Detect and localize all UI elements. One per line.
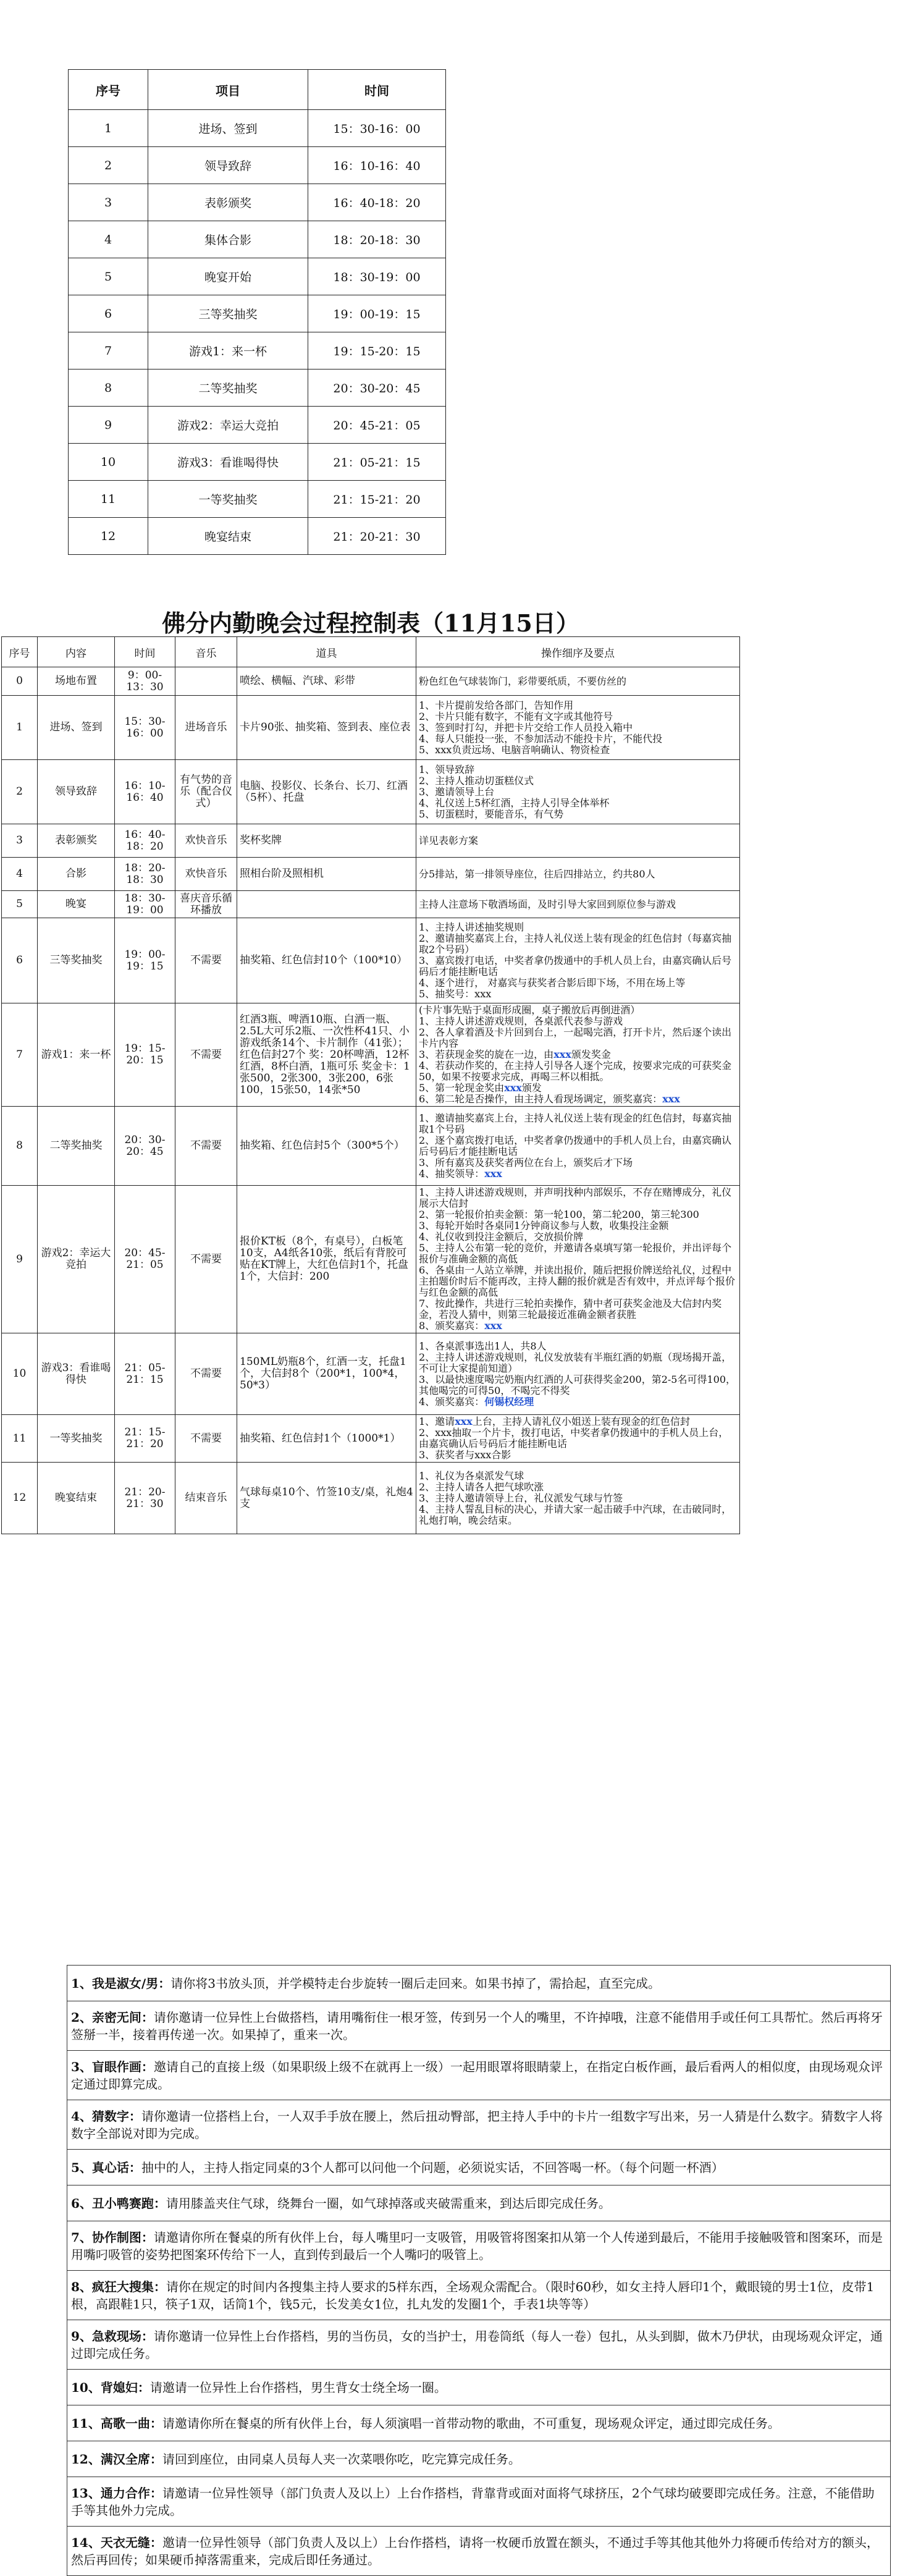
control-cell-ops: 1、各桌派事选出1人，共8人 2、主持人讲述游戏规则，礼仪发放装有半瓶红酒的奶瓶（现场揭开盖，不可让大家提前知道） 3、以最快速度喝完奶瓶内红酒的人可获得奖金200，第2-5名可得100，其他喝完的可得50，不喝完不得奖 4、颁奖嘉宾：何锡权经理 bbox=[416, 1333, 740, 1415]
schedule-cell: 游戏3：看谁喝得快 bbox=[148, 444, 308, 481]
control-cell-no: 0 bbox=[2, 667, 38, 696]
control-cell-time: 18：20-18：30 bbox=[115, 858, 175, 891]
control-cell-ops: 1、主持人讲述游戏规则，并声明找种内部娱乐，不存在赌博成分，礼仪展示大信封 2、第一轮报价拍卖金额：第一轮100，第二轮200，第三轮300 3、每轮开始时各桌同1分钟商议参与人数，收集投注金额 4、礼仪收到投注金额后，交放损价牌 5、主持人公布第一轮的竞价，并邀请各桌填写第一轮报价，并出评每个报价与准确金额的高低 6、各桌由一人站立举牌，并读出报价，随后把报价牌送给礼仪，过程中主拍题价时后不能再改，主持人翻的报价就是否有效中，并点评每个报价与红色金额的高低 7、按此操作，共进行三轮拍卖操作，猜中者可获奖金池及大信封内奖金，若没人猜中，则第三轮最接近准确金额者获胜 8、颁奖嘉宾：xxx bbox=[416, 1186, 740, 1333]
game-row bbox=[67, 2441, 891, 2477]
game-title: 1、我是淑女/男： bbox=[71, 1975, 171, 1991]
control-cell-music: 不需要 bbox=[175, 1333, 237, 1415]
control-table bbox=[1, 636, 740, 1534]
schedule-row bbox=[69, 370, 446, 407]
schedule-cell: 一等奖抽奖 bbox=[148, 481, 308, 518]
game-cell bbox=[67, 2271, 891, 2320]
game-text: 邀请一位异性领导（部门负责人及以上）上台作搭档，请将一枚硬币放置在额头，不通过手等其他其他外力将硬币传给对方的额头，然后再回传；如果硬币掉落需重来，完成后即任务通过。 bbox=[71, 2535, 879, 2567]
schedule-row bbox=[69, 184, 446, 221]
control-cell-props: 报价KT板（8个，有桌号），白板笔10支，A4纸各10张，纸后有背胶可贴在KT牌上，大红色信封1个，托盘1个，大信封：200 bbox=[237, 1186, 416, 1333]
schedule-row bbox=[69, 332, 446, 370]
control-cell-ops: 1、主持人讲述抽奖规则 2、邀请抽奖嘉宾上台，主持人礼仪送上装有现金的红色信封（每嘉宾抽取2个号码） 3、嘉宾拨打电话，中奖者拿仍拨通中的手机人员上台，由嘉宾确认后号码后才能挂断电话 4、逐个进行， 对嘉宾与获奖者合影后即下场，不用在场上等 5、抽奖号：xxx bbox=[416, 918, 740, 1003]
game-title: 2、亲密无间： bbox=[71, 2009, 154, 2025]
game-cell bbox=[67, 2051, 891, 2100]
control-cell-content: 三等奖抽奖 bbox=[38, 918, 115, 1003]
control-cell-time: 18：30-19：00 bbox=[115, 891, 175, 918]
control-cell-music: 喜庆音乐循环播放 bbox=[175, 891, 237, 918]
schedule-header-row bbox=[69, 70, 446, 110]
control-cell-ops: 详见表彰方案 bbox=[416, 824, 740, 858]
game-text: 请你将3书放头顶，并学模特走台步旋转一圈后走回来。如果书掉了，需拾起，直至完成。 bbox=[170, 1975, 660, 1991]
schedule-cell: 7 bbox=[69, 332, 148, 370]
schedule-header: 序号 bbox=[69, 70, 148, 110]
control-cell-no: 7 bbox=[2, 1003, 38, 1107]
schedule-body bbox=[69, 110, 446, 555]
schedule-cell: 20：45-21：05 bbox=[308, 407, 446, 444]
control-cell-ops: 主持人注意场下敬酒场面，及时引导大家回到原位参与游戏 bbox=[416, 891, 740, 918]
game-cell bbox=[67, 2477, 891, 2527]
schedule-row bbox=[69, 110, 446, 147]
control-cell-time: 21：05-21：15 bbox=[115, 1333, 175, 1415]
schedule-header: 时间 bbox=[308, 70, 446, 110]
schedule-cell: 15：30-16：00 bbox=[308, 110, 446, 147]
schedule-cell: 21：20-21：30 bbox=[308, 518, 446, 555]
game-text: 请邀请你所在餐桌的所有伙伴上台，每人须演唱一首带动物的歌曲，不可重复，现场观众评定，通过即完成任务。 bbox=[162, 2415, 780, 2431]
control-cell-no: 9 bbox=[2, 1186, 38, 1333]
control-cell-content: 场地布置 bbox=[38, 667, 115, 696]
schedule-cell: 游戏1：来一杯 bbox=[148, 332, 308, 370]
schedule-row bbox=[69, 221, 446, 258]
control-cell-time: 21：15-21：20 bbox=[115, 1415, 175, 1463]
control-cell-time: 20：30-20：45 bbox=[115, 1107, 175, 1186]
control-row bbox=[2, 1463, 740, 1534]
control-cell-content: 游戏3：看谁喝得快 bbox=[38, 1333, 115, 1415]
schedule-cell: 表彰颁奖 bbox=[148, 184, 308, 221]
schedule-cell: 18：30-19：00 bbox=[308, 258, 446, 295]
control-body bbox=[2, 667, 740, 1534]
schedule-cell: 晚宴开始 bbox=[148, 258, 308, 295]
control-row bbox=[2, 891, 740, 918]
game-title: 11、高歌一曲： bbox=[71, 2415, 162, 2431]
control-cell-props: 奖杯奖牌 bbox=[237, 824, 416, 858]
control-header: 时间 bbox=[115, 637, 175, 667]
schedule-cell: 12 bbox=[69, 518, 148, 555]
control-cell-props: 红酒3瓶、啤酒10瓶、白酒一瓶、2.5L大可乐2瓶、一次性杯41只、小游戏纸条14个、卡片制作（41张）；红色信封27个 奖：20杯啤酒，12杯红酒，8杯白酒，1瓶可乐 奖金卡：1张500，2张300，3张200，6张100，15张50，14张*50 bbox=[237, 1003, 416, 1107]
control-cell-content: 游戏1：来一杯 bbox=[38, 1003, 115, 1107]
control-cell-music: 不需要 bbox=[175, 918, 237, 1003]
game-cell bbox=[67, 2320, 891, 2370]
control-cell-props: 卡片90张、抽奖箱、签到表、座位表 bbox=[237, 696, 416, 760]
game-cell bbox=[67, 2100, 891, 2150]
game-title: 12、满汉全席： bbox=[71, 2451, 162, 2467]
game-row bbox=[67, 2051, 891, 2100]
control-cell-time: 16：10-16：40 bbox=[115, 760, 175, 824]
control-header: 音乐 bbox=[175, 637, 237, 667]
games-body bbox=[67, 1966, 891, 2576]
control-cell-content: 表彰颁奖 bbox=[38, 824, 115, 858]
schedule-cell: 9 bbox=[69, 407, 148, 444]
schedule-cell: 18：20-18：30 bbox=[308, 221, 446, 258]
game-text: 请你邀请一位异性上台作搭档，男的当伤员，女的当护士，用卷筒纸（每人一卷）包扎，从头到脚，做木乃伊状，由现场观众评定，通过即完成任务。 bbox=[71, 2328, 883, 2361]
control-row bbox=[2, 1003, 740, 1107]
control-cell-props bbox=[237, 891, 416, 918]
schedule-cell: 11 bbox=[69, 481, 148, 518]
control-cell-ops: 1、礼仪为各桌派发气球 2、主持人请各人把气球吹涨 3、主持人邀请领导上台，礼仪派发气球与竹签 4、主持人誓乱目标的决心，并请大家一起击破手中汽球，在击破同时，礼炮打响，晚会结束。 bbox=[416, 1463, 740, 1534]
control-row bbox=[2, 858, 740, 891]
control-cell-music: 不需要 bbox=[175, 1415, 237, 1463]
schedule-cell: 进场、签到 bbox=[148, 110, 308, 147]
schedule-row bbox=[69, 407, 446, 444]
control-cell-no: 12 bbox=[2, 1463, 38, 1534]
control-cell-ops: 分5排站，第一排领导座位，往后四排站立，约共80人 bbox=[416, 858, 740, 891]
schedule-cell: 2 bbox=[69, 147, 148, 184]
schedule-cell: 20：30-20：45 bbox=[308, 370, 446, 407]
control-cell-props: 照相台阶及照相机 bbox=[237, 858, 416, 891]
control-cell-music bbox=[175, 667, 237, 696]
schedule-cell: 领导致辞 bbox=[148, 147, 308, 184]
game-cell bbox=[67, 2150, 891, 2185]
game-title: 13、通力合作： bbox=[71, 2485, 162, 2501]
game-row bbox=[67, 2001, 891, 2051]
control-cell-props: 抽奖箱、红色信封1个（1000*1） bbox=[237, 1415, 416, 1463]
control-cell-ops: 1、领导致辞 2、主持人推动切蛋糕仪式 3、邀请领导上台 4、礼仪送上5杯红酒，主持人引导全体举杯 5、切蛋糕时，要能音乐，有气势 bbox=[416, 760, 740, 824]
control-cell-props: 喷绘、横幅、汽球、彩带 bbox=[237, 667, 416, 696]
control-cell-music: 不需要 bbox=[175, 1003, 237, 1107]
control-cell-no: 3 bbox=[2, 824, 38, 858]
control-cell-music: 欢快音乐 bbox=[175, 858, 237, 891]
schedule-cell: 16：40-18：20 bbox=[308, 184, 446, 221]
control-row bbox=[2, 1186, 740, 1333]
control-row bbox=[2, 667, 740, 696]
control-cell-time: 19：15-20：15 bbox=[115, 1003, 175, 1107]
schedule-cell: 三等奖抽奖 bbox=[148, 295, 308, 332]
control-cell-props: 抽奖箱、红色信封10个（100*10） bbox=[237, 918, 416, 1003]
game-title: 6、丑小鸭赛跑： bbox=[71, 2195, 166, 2211]
game-row bbox=[67, 2320, 891, 2370]
control-cell-props: 抽奖箱、红色信封5个（300*5个） bbox=[237, 1107, 416, 1186]
game-cell bbox=[67, 2001, 891, 2051]
schedule-cell: 21：15-21：20 bbox=[308, 481, 446, 518]
control-row bbox=[2, 918, 740, 1003]
game-title: 4、猜数字： bbox=[71, 2108, 141, 2124]
control-cell-ops: 1、邀请xxx上台，主持人请礼仪小姐送上装有现金的红色信封 2、xxx抽取一个片卡，拨打电话，中奖者拿仍拨通中的手机人员上台，由嘉宾确认后号码后才能挂断电话 3、获奖者与xxx合影 bbox=[416, 1415, 740, 1463]
schedule-cell: 二等奖抽奖 bbox=[148, 370, 308, 407]
control-cell-content: 一等奖抽奖 bbox=[38, 1415, 115, 1463]
game-title: 3、盲眼作画： bbox=[71, 2059, 154, 2074]
schedule-row bbox=[69, 258, 446, 295]
game-cell bbox=[67, 2441, 891, 2477]
control-cell-content: 晚宴结束 bbox=[38, 1463, 115, 1534]
game-row bbox=[67, 2271, 891, 2320]
schedule-cell: 游戏2：幸运大竞拍 bbox=[148, 407, 308, 444]
game-row bbox=[67, 2527, 891, 2576]
schedule-cell: 8 bbox=[69, 370, 148, 407]
game-title: 9、急救现场： bbox=[71, 2328, 154, 2344]
schedule-row bbox=[69, 481, 446, 518]
schedule-row bbox=[69, 518, 446, 555]
schedule-cell: 3 bbox=[69, 184, 148, 221]
control-cell-props: 150ML奶瓶8个，红酒一支，托盘1个，大信封8个（200*1，100*4，50*3） bbox=[237, 1333, 416, 1415]
game-text: 抽中的人，主持人指定同桌的3个人都可以问他一个问题，必须说实话，不回答喝一杯。（每个问题一杯酒） bbox=[141, 2160, 724, 2175]
control-row bbox=[2, 696, 740, 760]
control-cell-time: 15：30-16：00 bbox=[115, 696, 175, 760]
game-cell bbox=[67, 2221, 891, 2271]
control-cell-no: 8 bbox=[2, 1107, 38, 1186]
game-row bbox=[67, 2221, 891, 2271]
game-text: 请邀请一位异性上台作搭档，男生背女士绕全场一圈。 bbox=[149, 2380, 447, 2395]
control-cell-no: 1 bbox=[2, 696, 38, 760]
game-cell bbox=[67, 1966, 891, 2001]
schedule-row bbox=[69, 147, 446, 184]
game-text: 请邀请一位异性领导（部门负责人及以上）上台作搭档，背靠背或面对面将气球挤压，2个气球均破要即完成任务。注意，不能借助手等其他外力完成。 bbox=[71, 2485, 875, 2518]
control-cell-ops: 粉色红色气球装饰门，彩带要纸质，不要仿丝的 bbox=[416, 667, 740, 696]
game-cell bbox=[67, 2527, 891, 2576]
game-row bbox=[67, 2370, 891, 2405]
control-cell-content: 领导致辞 bbox=[38, 760, 115, 824]
control-cell-content: 进场、签到 bbox=[38, 696, 115, 760]
schedule-cell: 4 bbox=[69, 221, 148, 258]
game-text: 邀请自己的直接上级（如果职级上级不在就再上一级）一起用眼罩将眼睛蒙上，在指定白板作画，最后看两人的相似度，由现场观众评定通过即算完成。 bbox=[71, 2059, 883, 2092]
game-row bbox=[67, 2150, 891, 2185]
game-title: 5、真心话： bbox=[71, 2160, 141, 2175]
control-row bbox=[2, 760, 740, 824]
control-header: 序号 bbox=[2, 637, 38, 667]
control-cell-ops: (卡片事先贴于桌面形成圈，桌子搬放后再倒进酒） 1、主持人讲述游戏规则，各桌派代表参与游戏 2、各人拿着酒及卡片回到台上，一起喝完酒，打开卡片，然后逐个读出卡片内容 3、若获现金奖的旋在一边，由xxx颁发奖金 4、若获动作奖的，在主持人引导各人逐个完成，按要求完成的可获奖金50，如果不按要求完成，再喝三杯以相抵。 5、第一轮现金奖由xxx颁发 6、第二轮是否操作，由主持人看现场调定，颁奖嘉宾：xxx bbox=[416, 1003, 740, 1107]
schedule-header: 项目 bbox=[148, 70, 308, 110]
schedule-cell: 21：05-21：15 bbox=[308, 444, 446, 481]
game-title: 7、协作制图： bbox=[71, 2229, 154, 2245]
control-row bbox=[2, 1107, 740, 1186]
control-cell-time: 16：40-18：20 bbox=[115, 824, 175, 858]
control-cell-no: 10 bbox=[2, 1333, 38, 1415]
schedule-cell: 集体合影 bbox=[148, 221, 308, 258]
control-cell-content: 合影 bbox=[38, 858, 115, 891]
control-cell-content: 游戏2：幸运大竞拍 bbox=[38, 1186, 115, 1333]
control-cell-music: 结束音乐 bbox=[175, 1463, 237, 1534]
control-header: 内容 bbox=[38, 637, 115, 667]
game-cell bbox=[67, 2405, 891, 2441]
schedule-cell: 6 bbox=[69, 295, 148, 332]
game-row bbox=[67, 2185, 891, 2221]
game-title: 14、天衣无缝： bbox=[71, 2535, 162, 2550]
schedule-table bbox=[68, 69, 446, 555]
schedule-cell: 晚宴结束 bbox=[148, 518, 308, 555]
game-cell bbox=[67, 2185, 891, 2221]
control-row bbox=[2, 824, 740, 858]
control-cell-no: 11 bbox=[2, 1415, 38, 1463]
control-cell-no: 6 bbox=[2, 918, 38, 1003]
control-cell-no: 5 bbox=[2, 891, 38, 918]
schedule-cell: 16：10-16：40 bbox=[308, 147, 446, 184]
game-row bbox=[67, 2100, 891, 2150]
game-title: 8、疯狂大搜集： bbox=[71, 2279, 166, 2294]
control-cell-content: 晚宴 bbox=[38, 891, 115, 918]
control-cell-props: 气球每桌10个、竹签10支/桌，礼炮4支 bbox=[237, 1463, 416, 1534]
game-text: 请回到座位，由同桌人员每人夹一次菜喂你吃，吃完算完成任务。 bbox=[162, 2451, 521, 2467]
game-text: 请你邀请一位异性上台做搭档，请用嘴衔住一根牙签，传到另一个人的嘴里，不许掉哦，注意不能借用手或任何工具帮忙。然后再将牙签掰一半，接着再传递一次。如果掉了，重来一次。 bbox=[71, 2009, 883, 2042]
game-title: 10、背媳妇： bbox=[71, 2380, 150, 2395]
control-cell-ops: 1、卡片提前发给各部门，告知作用 2、卡片只能有数字，不能有文字或其他符号 3、签到时打勾，并把卡片交给工作人员投入箱中 4、每人只能投一张，不参加活动不能投卡片，不能代投 5、xxx负责远场、电脑音响确认、物资检查 bbox=[416, 696, 740, 760]
control-cell-time: 9：00-13：30 bbox=[115, 667, 175, 696]
game-text: 请用膝盖夹住气球，绕舞台一圈，如气球掉落或夹破需重来，到达后即完成任务。 bbox=[166, 2195, 611, 2211]
control-cell-time: 19：00-19：15 bbox=[115, 918, 175, 1003]
control-row bbox=[2, 1415, 740, 1463]
game-text: 请你邀请一位搭档上台，一人双手手放在腰上，然后扭动臀部，把主持人手中的卡片一组数字写出来，另一人猜是什么数字。猜数字人将数字全部说对即为完成。 bbox=[71, 2108, 883, 2141]
control-header: 操作细序及要点 bbox=[416, 637, 740, 667]
control-cell-no: 4 bbox=[2, 858, 38, 891]
games-table bbox=[67, 1965, 891, 2576]
control-cell-music: 有气势的音乐（配合仪式） bbox=[175, 760, 237, 824]
control-header: 道具 bbox=[237, 637, 416, 667]
game-text: 请你在规定的时间内各搜集主持人要求的5样东西，全场观众需配合。（限时60秒，如女主持人唇印1个，戴眼镜的男士1位，皮带1根，高跟鞋1只，筷子1双，话筒1个，钱5元，长发美女1位，扎丸发的发圈1个，手表1块等等） bbox=[71, 2279, 875, 2312]
game-row bbox=[67, 2405, 891, 2441]
control-cell-props: 电脑、投影仪、长条台、长刀、红酒（5杯）、托盘 bbox=[237, 760, 416, 824]
game-row bbox=[67, 2477, 891, 2527]
control-cell-music: 不需要 bbox=[175, 1186, 237, 1333]
control-cell-no: 2 bbox=[2, 760, 38, 824]
game-row bbox=[67, 1966, 891, 2001]
game-text: 请邀请你所在餐桌的所有伙伴上台，每人嘴里叼一支吸管，用吸管将图案扣从第一个人传递到最后，不能用手接触吸管和图案环，而是用嘴叼吸管的姿势把图案环传给下一人，直到传到最后一个人嘴叼的吸管上。 bbox=[71, 2229, 883, 2262]
schedule-cell: 1 bbox=[69, 110, 148, 147]
control-row bbox=[2, 1333, 740, 1415]
game-cell bbox=[67, 2370, 891, 2405]
schedule-row bbox=[69, 444, 446, 481]
control-cell-time: 20：45-21：05 bbox=[115, 1186, 175, 1333]
control-cell-content: 二等奖抽奖 bbox=[38, 1107, 115, 1186]
control-cell-music: 不需要 bbox=[175, 1107, 237, 1186]
schedule-cell: 5 bbox=[69, 258, 148, 295]
control-cell-music: 欢快音乐 bbox=[175, 824, 237, 858]
control-cell-time: 21：20-21：30 bbox=[115, 1463, 175, 1534]
control-table-title: 佛分内勤晚会过程控制表（11月15日） bbox=[162, 609, 579, 637]
schedule-row bbox=[69, 295, 446, 332]
schedule-cell: 19：15-20：15 bbox=[308, 332, 446, 370]
schedule-cell: 10 bbox=[69, 444, 148, 481]
schedule-cell: 19：00-19：15 bbox=[308, 295, 446, 332]
control-cell-ops: 1、邀请抽奖嘉宾上台，主持人礼仪送上装有现金的红色信封，每嘉宾抽取1个号码 2、逐个嘉宾拨打电话，中奖者拿仍拨通中的手机人员上台，由嘉宾确认后号码后才能挂断电话 3、所有嘉宾及获奖者两位在台上，颁奖后才下场 4、抽奖领导：xxx bbox=[416, 1107, 740, 1186]
control-header-row bbox=[2, 637, 740, 667]
control-cell-music: 进场音乐 bbox=[175, 696, 237, 760]
